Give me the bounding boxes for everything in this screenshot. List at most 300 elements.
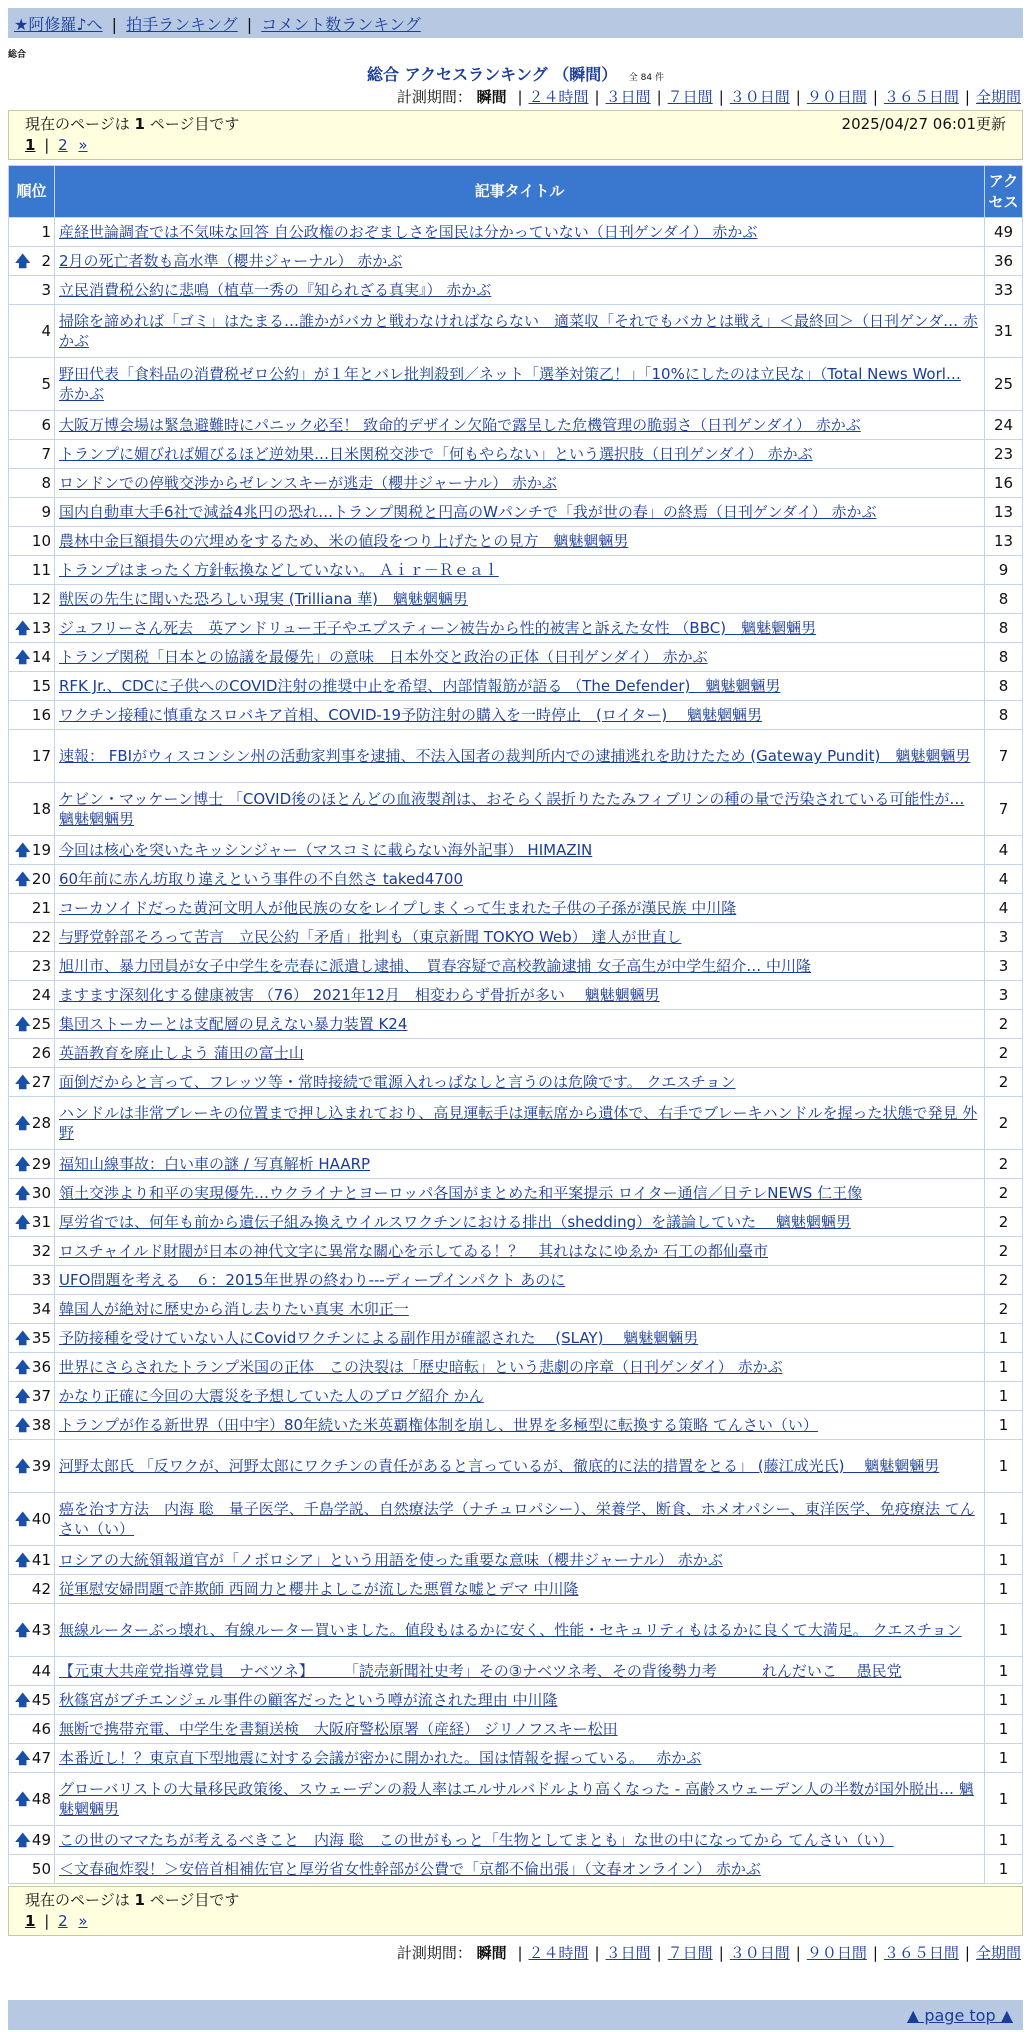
rank-cell bbox=[9, 1604, 55, 1657]
rank-number: 6 bbox=[41, 416, 51, 434]
rank-cell bbox=[9, 1744, 55, 1773]
article-link[interactable]: 面倒だからと言って、フレッツ等・常時接続で電源入れっぱなしと言うのは危険です。 クエスチョン bbox=[59, 1073, 736, 1091]
article-link[interactable]: 河野太郎氏 「反ワクが、河野太郎にワクチンの責任があると言っているが、徹底的に法的措置をとる」 (藤江成光氏) 魑魅魍魎男 bbox=[59, 1457, 940, 1475]
table-row bbox=[9, 1068, 1023, 1097]
arrow-up-icon: 🡅 bbox=[15, 1749, 31, 1767]
rank-number: 1 bbox=[41, 223, 51, 241]
page-prefix: 現在のページは bbox=[25, 1891, 130, 1909]
article-link[interactable]: 予防接種を受けていない人にCovidワクチンによる副作用が確認された (SLAY) 魑魅魍魎男 bbox=[59, 1329, 699, 1347]
article-link[interactable]: 無断で携帯充電、中学生を書類送検 大阪府警松原署（産経） ジリノフスキー松田 bbox=[59, 1720, 618, 1738]
rank-number: 30 bbox=[31, 1184, 51, 1202]
rank-cell bbox=[9, 614, 55, 643]
access-count: 8 bbox=[985, 643, 1023, 672]
title-cell bbox=[55, 527, 985, 556]
access-count: 4 bbox=[985, 865, 1023, 894]
rank-cell bbox=[9, 923, 55, 952]
table-row bbox=[9, 643, 1023, 672]
rank-number: 50 bbox=[31, 1860, 51, 1878]
period-separator: | bbox=[517, 88, 523, 106]
access-count: 31 bbox=[985, 305, 1023, 358]
rank-number: 27 bbox=[31, 1073, 51, 1091]
title-cell bbox=[55, 730, 985, 783]
title-cell bbox=[55, 1493, 985, 1546]
access-count: 8 bbox=[985, 614, 1023, 643]
page-info-top bbox=[8, 110, 1023, 160]
rank-cell bbox=[9, 1826, 55, 1855]
rank-number: 31 bbox=[31, 1213, 51, 1231]
rank-cell bbox=[9, 1097, 55, 1150]
period-link[interactable]: ３６５日間 bbox=[883, 88, 959, 106]
article-link[interactable]: 産経世論調査では不気味な回答 自公政権のおぞましさを国民は分かっていない（日刊ゲンダイ） 赤かぶ bbox=[59, 223, 758, 241]
article-link[interactable]: 速報： FBIがウィスコンシン州の活動家判事を逮捕、不法入国者の裁判所内での逮捕逃れを助けたため (Gateway Pundit) 魑魅魍魎男 bbox=[59, 747, 971, 765]
period-link[interactable]: ３日間 bbox=[605, 1944, 651, 1962]
rank-cell bbox=[9, 527, 55, 556]
rank-cell bbox=[9, 1295, 55, 1324]
title-cell bbox=[55, 1353, 985, 1382]
period-link[interactable]: ７日間 bbox=[667, 1944, 713, 1962]
title-cell bbox=[55, 836, 985, 865]
table-row bbox=[9, 783, 1023, 836]
arrow-up-icon: 🡅 bbox=[15, 1551, 31, 1569]
table-row bbox=[9, 865, 1023, 894]
article-link[interactable]: UFO問題を考える ６：2015年世界の終わり---ディープインパクト あのに bbox=[59, 1271, 566, 1289]
period-link[interactable]: ２４時間 bbox=[528, 88, 589, 106]
access-count: 1 bbox=[985, 1382, 1023, 1411]
rank-cell bbox=[9, 556, 55, 585]
table-row bbox=[9, 358, 1023, 411]
title-cell bbox=[55, 498, 985, 527]
access-count: 33 bbox=[985, 276, 1023, 305]
period-separator: | bbox=[872, 1944, 878, 1962]
current-page-text bbox=[25, 1889, 239, 1910]
rank-cell bbox=[9, 1150, 55, 1179]
period-link[interactable]: ３日間 bbox=[605, 88, 651, 106]
article-link[interactable]: グローバリストの大量移民政策後、スウェーデンの殺人率はエルサルバドルより高くなった - 高齢スウェーデン人の半数が国外脱出… 魑魅魍魎男 bbox=[59, 1780, 974, 1818]
rank-number: 47 bbox=[31, 1749, 51, 1767]
table-row bbox=[9, 556, 1023, 585]
rank-number: 4 bbox=[41, 322, 51, 340]
title-cell bbox=[55, 1604, 985, 1657]
access-count: 1 bbox=[985, 1826, 1023, 1855]
rank-cell bbox=[9, 783, 55, 836]
title-cell bbox=[55, 556, 985, 585]
arrow-up-icon: 🡅 bbox=[15, 252, 31, 270]
period-separator: | bbox=[964, 1944, 970, 1962]
title-cell bbox=[55, 1097, 985, 1150]
rank-number: 3 bbox=[41, 281, 51, 299]
access-count: 1 bbox=[985, 1773, 1023, 1826]
rank-number: 10 bbox=[31, 532, 51, 550]
table-row bbox=[9, 276, 1023, 305]
article-link[interactable]: 癌を治す方法 内海 聡 量子医学、千島学説、自然療法学（ナチュロパシー）、栄養学、断食、ホメオパシー、東洋医学、免疫療法 てんさい（い） bbox=[59, 1500, 975, 1538]
rank-cell bbox=[9, 411, 55, 440]
title-cell bbox=[55, 1179, 985, 1208]
table-row bbox=[9, 527, 1023, 556]
title-cell bbox=[55, 1324, 985, 1353]
title-cell bbox=[55, 276, 985, 305]
page-prefix: 現在のページは bbox=[25, 115, 130, 133]
access-count: 2 bbox=[985, 1150, 1023, 1179]
article-link[interactable]: 野田代表「食料品の消費税ゼロ公約」が１年とバレ批判殺到／ネット「選挙対策乙！」「10%にしたのは立民な」（Total News Worl… 赤かぶ bbox=[59, 365, 961, 403]
access-count: 8 bbox=[985, 585, 1023, 614]
nav-separator: | bbox=[111, 15, 118, 34]
article-link[interactable]: 立民消費税公約に悲鳴（植草一秀の『知られざる真実』） 赤かぶ bbox=[59, 281, 492, 299]
rank-cell bbox=[9, 1382, 55, 1411]
arrow-up-icon: 🡅 bbox=[15, 1329, 31, 1347]
access-count: 1 bbox=[985, 1575, 1023, 1604]
access-count: 2 bbox=[985, 1097, 1023, 1150]
rank-cell bbox=[9, 730, 55, 783]
table-row bbox=[9, 1150, 1023, 1179]
period-link[interactable]: ９０日間 bbox=[806, 88, 867, 106]
arrow-up-icon: 🡅 bbox=[15, 648, 31, 666]
table-row bbox=[9, 1208, 1023, 1237]
rank-cell bbox=[9, 952, 55, 981]
access-count: 4 bbox=[985, 894, 1023, 923]
access-count: 13 bbox=[985, 527, 1023, 556]
period-link[interactable]: ７日間 bbox=[667, 88, 713, 106]
access-count: 9 bbox=[985, 556, 1023, 585]
rank-cell bbox=[9, 865, 55, 894]
table-header-row bbox=[9, 166, 1023, 218]
table-row bbox=[9, 1744, 1023, 1773]
article-link[interactable]: トランプに媚びれば媚びるほど逆効果…日米関税交渉で「何もやらない」という選択肢（日刊ゲンダイ） 赤かぶ bbox=[59, 445, 813, 463]
title-cell bbox=[55, 1715, 985, 1744]
article-link[interactable]: ワクチン接種に慎重なスロバキア首相、COVID-19予防注射の購入を一時停止 (ロイター) 魑魅魍魎男 bbox=[59, 706, 763, 724]
article-link[interactable]: ロシアの大統領報道官が「ノボロシア」という用語を使った重要な意味（櫻井ジャーナル） 赤かぶ bbox=[59, 1551, 723, 1569]
rank-number: 33 bbox=[31, 1271, 51, 1289]
title-cell bbox=[55, 672, 985, 701]
page-1-link[interactable]: 1 bbox=[25, 136, 36, 154]
arrow-up-icon: 🡅 bbox=[15, 1457, 31, 1475]
rank-number: 20 bbox=[31, 870, 51, 888]
rank-number: 13 bbox=[31, 619, 51, 637]
table-row bbox=[9, 305, 1023, 358]
access-count: 8 bbox=[985, 701, 1023, 730]
arrow-up-icon: 🡅 bbox=[15, 619, 31, 637]
period-link[interactable]: ３０日間 bbox=[729, 1944, 790, 1962]
rank-number: 18 bbox=[31, 800, 51, 818]
title-cell bbox=[55, 1150, 985, 1179]
table-row bbox=[9, 1604, 1023, 1657]
article-link[interactable]: トランプ関税「日本との協議を最優先」の意味 日本外交と政治の正体（日刊ゲンダイ） 赤かぶ bbox=[59, 648, 708, 666]
period-separator: | bbox=[656, 88, 662, 106]
rank-cell bbox=[9, 1575, 55, 1604]
article-link[interactable]: 厚労省では、何年も前から遺伝子組み換えウイルスワクチンにおける排出（shedding）を議論していた 魑魅魍魎男 bbox=[59, 1213, 851, 1231]
page-1-link[interactable]: 1 bbox=[25, 1912, 36, 1930]
rank-cell bbox=[9, 218, 55, 247]
title-cell bbox=[55, 1411, 985, 1440]
period-link[interactable]: 全期間 bbox=[975, 1944, 1021, 1962]
table-row bbox=[9, 701, 1023, 730]
title-cell bbox=[55, 1546, 985, 1575]
access-count: 36 bbox=[985, 247, 1023, 276]
table-row bbox=[9, 247, 1023, 276]
title-cell bbox=[55, 305, 985, 358]
article-link[interactable]: 今回は核心を突いたキッシンジャー（マスコミに載らない海外記事） HIMAZIN bbox=[59, 841, 593, 859]
article-link[interactable]: 福知山線事故：白い車の謎 / 写真解析 HAARP bbox=[59, 1155, 371, 1173]
rank-cell bbox=[9, 358, 55, 411]
arrow-up-icon: 🡅 bbox=[15, 1114, 31, 1132]
article-link[interactable]: ジュフリーさん死去 英アンドリュー王子やエプスティーン被告から性的被害と訴えた女性 （BBC) 魑魅魍魎男 bbox=[59, 619, 817, 637]
access-count: 7 bbox=[985, 730, 1023, 783]
article-link[interactable]: RFK Jr.、CDCに子供へのCOVID注射の推奨中止を希望、内部情報筋が語る （The Defender) 魑魅魍魎男 bbox=[59, 677, 781, 695]
table-row bbox=[9, 1546, 1023, 1575]
period-link[interactable]: ２４時間 bbox=[528, 1944, 589, 1962]
article-link[interactable]: 秋篠宮がブチエンジェル事件の顧客だったという噂が流された理由 中川隆 bbox=[59, 1691, 558, 1709]
article-link[interactable]: 2月の死亡者数も高水準（櫻井ジャーナル） 赤かぶ bbox=[59, 252, 403, 270]
access-count: 2 bbox=[985, 1295, 1023, 1324]
access-count: 2 bbox=[985, 1237, 1023, 1266]
table-row bbox=[9, 1575, 1023, 1604]
article-link[interactable]: 国内自動車大手6社で減益4兆円の恐れ…トランプ関税と円高のWパンチで「我が世の春」の終焉（日刊ゲンダイ） 赤かぶ bbox=[59, 503, 877, 521]
period-link[interactable]: ３６５日間 bbox=[883, 1944, 959, 1962]
rank-number: 32 bbox=[31, 1242, 51, 1260]
period-label: 計測期間： bbox=[396, 88, 472, 106]
applause-ranking-link[interactable]: 拍手ランキング bbox=[126, 15, 238, 34]
access-count: 2 bbox=[985, 1208, 1023, 1237]
rank-cell bbox=[9, 1068, 55, 1097]
title-cell bbox=[55, 701, 985, 730]
article-link[interactable]: 与野党幹部そろって苦言 立民公約「矛盾」批判も（東京新聞 TOKYO Web） 達人が世直し bbox=[59, 928, 682, 946]
access-count: 7 bbox=[985, 783, 1023, 836]
article-link[interactable]: トランプはまったく方針転換などしていない。 Ａｉｒ－Ｒｅａｌ bbox=[59, 561, 499, 579]
table-row bbox=[9, 1039, 1023, 1068]
rank-number: 8 bbox=[41, 474, 51, 492]
title-cell bbox=[55, 1266, 985, 1295]
rank-cell bbox=[9, 1411, 55, 1440]
rank-cell bbox=[9, 276, 55, 305]
period-separator: | bbox=[718, 1944, 724, 1962]
period-separator: | bbox=[872, 88, 878, 106]
access-count: 25 bbox=[985, 358, 1023, 411]
page-suffix: ページ目です bbox=[149, 1891, 240, 1909]
rank-number: 2 bbox=[41, 252, 51, 270]
article-link[interactable]: この世のママたちが考えるべきこと 内海 聡 この世がもっと「生物としてまとも」な世の中になってから てんさい（い） bbox=[59, 1831, 894, 1849]
rank-cell bbox=[9, 643, 55, 672]
table-row bbox=[9, 836, 1023, 865]
article-link[interactable]: 大阪万博会場は緊急避難時にパニック必至！ 致命的デザイン欠陥で露呈した危機管理の脆弱さ（日刊ゲンダイ） 赤かぶ bbox=[59, 416, 861, 434]
article-link[interactable]: 本番近し！？東京直下型地震に対する会議が密かに開かれた。国は情報を握っている。 赤かぶ bbox=[59, 1749, 702, 1767]
article-link[interactable]: 獣医の先生に聞いた恐ろしい現実 (Trilliana 華) 魑魅魍魎男 bbox=[59, 590, 468, 608]
rank-cell bbox=[9, 1546, 55, 1575]
title-cell bbox=[55, 1208, 985, 1237]
access-count: 3 bbox=[985, 952, 1023, 981]
period-link[interactable]: ３０日間 bbox=[729, 88, 790, 106]
page-top-bar bbox=[8, 2000, 1023, 2030]
period-separator: | bbox=[795, 1944, 801, 1962]
rank-cell bbox=[9, 1039, 55, 1068]
comment-ranking-link[interactable]: コメント数ランキング bbox=[261, 15, 421, 34]
rank-number: 17 bbox=[31, 747, 51, 765]
rank-number: 49 bbox=[31, 1831, 51, 1849]
arrow-up-icon: 🡅 bbox=[15, 1387, 31, 1405]
article-link[interactable]: 韓国人が絶対に歴史から消し去りたい真実 木卯正一 bbox=[59, 1300, 409, 1318]
next-page-link[interactable]: » bbox=[78, 136, 88, 154]
rank-number: 16 bbox=[31, 706, 51, 724]
access-count: 1 bbox=[985, 1744, 1023, 1773]
rank-number: 24 bbox=[31, 986, 51, 1004]
title-cell bbox=[55, 614, 985, 643]
arrow-up-icon: 🡅 bbox=[15, 1510, 31, 1528]
table-row bbox=[9, 1411, 1023, 1440]
rank-cell bbox=[9, 981, 55, 1010]
table-row bbox=[9, 1010, 1023, 1039]
period-link[interactable]: ９０日間 bbox=[806, 1944, 867, 1962]
page-2-link[interactable]: 2 bbox=[58, 1912, 68, 1930]
table-row bbox=[9, 440, 1023, 469]
article-link[interactable]: 集団ストーカーとは支配層の見えない暴力装置 K24 bbox=[59, 1015, 408, 1033]
article-link[interactable]: 旭川市、暴力団員が女子中学生を売春に派遣し逮捕、 買春容疑で高校教諭逮捕 女子高生が中学生紹介… 中川隆 bbox=[59, 957, 812, 975]
article-link[interactable]: 【元東大共産党指導党員 ナベツネ】 「読売新聞社史考」その③ナベツネ考、その背後勢力考 れんだいこ 愚民党 bbox=[59, 1662, 902, 1680]
access-count: 13 bbox=[985, 498, 1023, 527]
title-cell bbox=[55, 411, 985, 440]
ranking-title-block bbox=[0, 62, 1031, 85]
rank-number: 22 bbox=[31, 928, 51, 946]
period-separator: | bbox=[795, 88, 801, 106]
rank-cell bbox=[9, 1493, 55, 1546]
pagination bbox=[25, 1912, 1006, 1930]
title-cell bbox=[55, 1039, 985, 1068]
article-link[interactable]: 農林中金巨額損失の穴埋めをするため、米の値段をつり上げたとの見方 魑魅魍魎男 bbox=[59, 532, 629, 550]
arrow-up-icon: 🡅 bbox=[15, 1073, 31, 1091]
ranking-title: 総合 アクセスランキング （瞬間） bbox=[367, 65, 618, 84]
rank-number: 21 bbox=[31, 899, 51, 917]
access-count: 1 bbox=[985, 1440, 1023, 1493]
page-top-link[interactable]: ▲ page top ▲ bbox=[906, 2006, 1013, 2025]
period-separator: | bbox=[656, 1944, 662, 1962]
table-row bbox=[9, 1324, 1023, 1353]
rank-cell bbox=[9, 1773, 55, 1826]
table-row bbox=[9, 1382, 1023, 1411]
rank-cell bbox=[9, 1208, 55, 1237]
current-page-text bbox=[25, 113, 239, 134]
article-link[interactable]: ロンドンでの停戦交渉からゼレンスキーが逃走（櫻井ジャーナル） 赤かぶ bbox=[59, 474, 557, 492]
article-link[interactable]: ハンドルは非常ブレーキの位置まで押し込まれており、高見運転手は運転席から遺体で、右手でブレーキハンドルを握った状態で発見 外野 bbox=[59, 1104, 978, 1142]
article-link[interactable]: ＜文春砲炸裂！＞安倍首相補佐官と厚労省女性幹部が公費で「京都不倫出張」（文春オンライン） 赤かぶ bbox=[59, 1860, 761, 1878]
title-cell bbox=[55, 1575, 985, 1604]
table-row bbox=[9, 1493, 1023, 1546]
table-row bbox=[9, 1826, 1023, 1855]
rank-number: 28 bbox=[31, 1114, 51, 1132]
access-count: 3 bbox=[985, 981, 1023, 1010]
article-link[interactable]: 60年前に赤ん坊取り違えという事件の不自然さ taked4700 bbox=[59, 870, 464, 888]
article-link[interactable]: ケビン・マッケーン博士 「COVID後のほとんどの血液製剤は、おそらく誤折りたたみフィブリンの種の量で汚染されている可能性が… 魑魅魍魎男 bbox=[59, 790, 965, 828]
rank-cell bbox=[9, 469, 55, 498]
page-separator: | bbox=[44, 136, 50, 154]
arrow-up-icon: 🡅 bbox=[15, 1691, 31, 1709]
period-separator: | bbox=[594, 88, 600, 106]
page-2-link[interactable]: 2 bbox=[58, 136, 68, 154]
rank-number: 43 bbox=[31, 1621, 51, 1639]
table-row bbox=[9, 218, 1023, 247]
article-link[interactable]: 英語教育を廃止しよう 蒲田の富士山 bbox=[59, 1044, 304, 1062]
nav-separator: | bbox=[246, 15, 253, 34]
table-row bbox=[9, 469, 1023, 498]
period-current: 瞬間 bbox=[476, 1944, 507, 1962]
access-count: 2 bbox=[985, 1010, 1023, 1039]
access-count: 1 bbox=[985, 1546, 1023, 1575]
period-separator: | bbox=[594, 1944, 600, 1962]
access-count: 1 bbox=[985, 1715, 1023, 1744]
ranking-table bbox=[8, 165, 1023, 1884]
arrow-up-icon: 🡅 bbox=[15, 1358, 31, 1376]
title-cell bbox=[55, 1657, 985, 1686]
access-header: アクセス bbox=[985, 166, 1023, 218]
period-link[interactable]: 全期間 bbox=[975, 88, 1021, 106]
rank-number: 34 bbox=[31, 1300, 51, 1318]
rank-cell bbox=[9, 1657, 55, 1686]
page-separator: | bbox=[44, 1912, 50, 1930]
title-cell bbox=[55, 865, 985, 894]
rank-number: 9 bbox=[41, 503, 51, 521]
rank-number: 19 bbox=[31, 841, 51, 859]
rank-number: 39 bbox=[31, 1457, 51, 1475]
table-row bbox=[9, 498, 1023, 527]
rank-number: 36 bbox=[31, 1358, 51, 1376]
article-link[interactable]: コーカソイドだった黄河文明人が他民族の女をレイプしまくって生まれた子供の子孫が漢民族 中川隆 bbox=[59, 899, 737, 917]
article-link[interactable]: 領土交渉より和平の実現優先…ウクライナとヨーロッパ各国がまとめた和平案提示 ロイター通信／日テレNEWS 仁王像 bbox=[59, 1184, 863, 1202]
table-row bbox=[9, 730, 1023, 783]
home-link[interactable]: ★阿修羅♪へ bbox=[14, 15, 103, 34]
title-cell bbox=[55, 1826, 985, 1855]
rank-number: 23 bbox=[31, 957, 51, 975]
rank-cell bbox=[9, 672, 55, 701]
rank-cell bbox=[9, 836, 55, 865]
rank-number: 26 bbox=[31, 1044, 51, 1062]
arrow-up-icon: 🡅 bbox=[15, 841, 31, 859]
page-info-bottom bbox=[8, 1886, 1023, 1936]
article-link[interactable]: かなり正確に今回の大震災を予想していた人のブログ紹介 かん bbox=[59, 1387, 484, 1405]
table-row bbox=[9, 1440, 1023, 1493]
table-row bbox=[9, 614, 1023, 643]
ranking-rows bbox=[9, 218, 1023, 1884]
article-link[interactable]: 従軍慰安婦問題で詐欺師 西岡力と櫻井よしこが流した悪質な嘘とデマ 中川隆 bbox=[59, 1580, 579, 1598]
title-cell bbox=[55, 643, 985, 672]
table-row bbox=[9, 1353, 1023, 1382]
rank-cell bbox=[9, 1353, 55, 1382]
table-row bbox=[9, 1715, 1023, 1744]
arrow-up-icon: 🡅 bbox=[15, 1416, 31, 1434]
next-page-link[interactable]: » bbox=[78, 1912, 88, 1930]
table-row bbox=[9, 1097, 1023, 1150]
period-current: 瞬間 bbox=[476, 88, 507, 106]
rank-number: 44 bbox=[31, 1662, 51, 1680]
article-link[interactable]: 世界にさらされたトランプ米国の正体 この決裂は「歴史暗転」という悲劇の序章（日刊ゲンダイ） 赤かぶ bbox=[59, 1358, 783, 1376]
arrow-up-icon: 🡅 bbox=[15, 1213, 31, 1231]
rank-cell bbox=[9, 1440, 55, 1493]
rank-number: 12 bbox=[31, 590, 51, 608]
article-link[interactable]: トランプが作る新世界（田中宇）80年続いた米英覇権体制を崩し、世界を多極型に転換する策略 てんさい（い） bbox=[59, 1416, 818, 1434]
title-cell bbox=[55, 1295, 985, 1324]
table-row bbox=[9, 411, 1023, 440]
article-link[interactable]: 掃除を諦めれば「ゴミ」はたまる…誰かがバカと戦わなければならない 適菜収「それでもバカとは戦え」＜最終回＞（日刊ゲンダ… 赤かぶ bbox=[59, 312, 978, 350]
table-row bbox=[9, 894, 1023, 923]
rank-cell bbox=[9, 247, 55, 276]
article-link[interactable]: 無線ルーターぶっ壊れ、有線ルーター買いました。値段もはるかに安く、性能・セキュリティもはるかに良くて大満足。 クエスチョン bbox=[59, 1621, 962, 1639]
title-cell bbox=[55, 783, 985, 836]
updated-time: 2025/04/27 06:01更新 bbox=[841, 115, 1006, 133]
total-count: 全 84 件 bbox=[628, 73, 664, 83]
access-count: 2 bbox=[985, 1039, 1023, 1068]
page-suffix: ページ目です bbox=[149, 115, 240, 133]
arrow-up-icon: 🡅 bbox=[15, 870, 31, 888]
article-link[interactable]: ロスチャイルド財閥が日本の神代文字に異常な關心を示してゐる！？ 其れはなにゆゑか 石工の都仙臺市 bbox=[59, 1242, 769, 1260]
article-link[interactable]: ますます深刻化する健康被害 （76） 2021年12月 相変わらず骨折が多い 魑魅魍魎男 bbox=[59, 986, 660, 1004]
rank-cell bbox=[9, 1179, 55, 1208]
title-cell bbox=[55, 358, 985, 411]
access-count: 8 bbox=[985, 672, 1023, 701]
